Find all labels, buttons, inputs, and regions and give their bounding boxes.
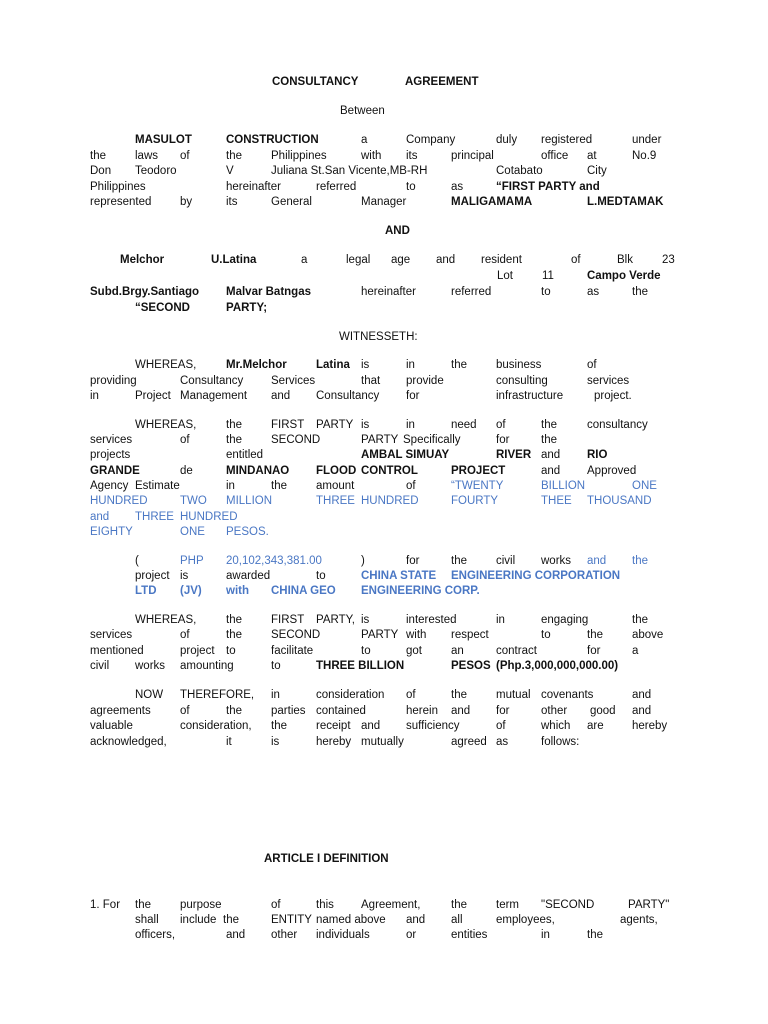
word: that <box>361 375 381 387</box>
word: PARTY" <box>628 899 670 911</box>
word: in <box>226 480 235 492</box>
word: consideration, <box>180 720 252 732</box>
word: works <box>135 660 166 672</box>
word: of <box>496 419 506 431</box>
word: the <box>632 555 648 567</box>
word: follows: <box>541 736 580 748</box>
word: (JV) <box>180 585 202 597</box>
word: and <box>541 449 561 461</box>
word: good <box>590 705 616 717</box>
word: project. <box>594 390 632 402</box>
word: Services <box>271 375 316 387</box>
word: RIVER <box>496 449 532 461</box>
word: entities <box>451 929 488 941</box>
word: mutual <box>496 689 531 701</box>
word: PHP <box>180 555 204 567</box>
word: Don <box>90 165 112 177</box>
word: Project <box>135 390 171 402</box>
word: the <box>226 419 242 431</box>
word: ( <box>135 555 139 567</box>
word: with <box>406 629 427 641</box>
word: to <box>406 181 416 193</box>
word: shall <box>135 914 159 926</box>
word: to <box>271 660 281 672</box>
word: in <box>90 390 99 402</box>
word: the <box>632 614 648 626</box>
word: with <box>361 150 382 162</box>
word: Manager <box>361 196 407 208</box>
word: the <box>632 286 648 298</box>
word: project <box>135 570 170 582</box>
word: ENTITY <box>271 914 312 926</box>
word: and <box>361 720 381 732</box>
word: Estimate <box>135 480 180 492</box>
word: amounting <box>180 660 234 672</box>
word: Blk <box>617 254 633 266</box>
word: of <box>496 720 506 732</box>
word: the <box>451 555 467 567</box>
word: office <box>541 150 569 162</box>
word: RIO <box>587 449 608 461</box>
word: HUNDRED <box>180 511 238 523</box>
word: Mr.Melchor <box>226 359 287 371</box>
word: Melchor <box>120 254 165 266</box>
word: parties <box>271 705 306 717</box>
word: of <box>271 899 281 911</box>
witnesseth-heading: WITNESSETH: <box>339 331 418 343</box>
word: PARTY, <box>316 614 355 626</box>
word: the <box>541 419 557 431</box>
word: age <box>391 254 411 266</box>
word: as <box>587 286 600 298</box>
word: infrastructure <box>496 390 564 402</box>
word: the <box>226 614 242 626</box>
word: provide <box>406 375 444 387</box>
word: THEREFORE, <box>180 689 255 701</box>
word: contained <box>316 705 366 717</box>
word: resident <box>481 254 522 266</box>
word: at <box>587 150 597 162</box>
word: above <box>632 629 664 641</box>
word: FOURTY <box>451 495 499 507</box>
title-word-2: AGREEMENT <box>405 76 479 88</box>
and-heading: AND <box>385 225 410 237</box>
word: CHINA STATE <box>361 570 437 582</box>
word: for <box>496 705 510 717</box>
word: THOUSAND <box>587 495 652 507</box>
word: Approved <box>587 465 637 477</box>
word: No.9 <box>632 150 657 162</box>
word: to <box>541 286 551 298</box>
word: the <box>541 434 557 446</box>
word: hereby <box>316 736 352 748</box>
word: City <box>587 165 607 177</box>
word: for <box>587 645 601 657</box>
word: PROJECT <box>451 465 506 477</box>
word: for <box>406 555 420 567</box>
word: to <box>316 570 326 582</box>
word: the <box>451 689 467 701</box>
word: receipt <box>316 720 351 732</box>
word: Philippines <box>271 150 327 162</box>
word: respect <box>451 629 489 641</box>
word: to <box>541 629 551 641</box>
word: and <box>406 914 426 926</box>
word: ONE <box>180 526 205 538</box>
word: THREE <box>316 495 355 507</box>
word: and <box>451 705 471 717</box>
word: is <box>361 359 370 371</box>
word: HUNDRED <box>90 495 148 507</box>
word: or <box>406 929 417 941</box>
word: for <box>406 390 420 402</box>
word: in <box>541 929 550 941</box>
word: the <box>271 720 287 732</box>
word: Juliana St.San Vicente,MB-RH <box>271 165 428 177</box>
word: Management <box>180 390 248 402</box>
word: by <box>180 196 193 208</box>
word: Philippines <box>90 181 146 193</box>
word: laws <box>135 150 159 162</box>
word: in <box>496 614 505 626</box>
between-label: Between <box>340 105 385 117</box>
word: of <box>180 434 190 446</box>
word: other <box>541 705 568 717</box>
word: acknowledged, <box>90 736 167 748</box>
word: its <box>226 196 238 208</box>
word: the <box>451 899 467 911</box>
word: services <box>90 629 133 641</box>
word: “FIRST PARTY and <box>496 181 600 193</box>
word: is <box>180 570 189 582</box>
word: MASULOT <box>135 134 192 146</box>
word: duly <box>496 134 518 146</box>
word: contract <box>496 645 537 657</box>
word: and <box>587 555 607 567</box>
word: PARTY <box>361 629 399 641</box>
word: and <box>541 465 561 477</box>
word: GRANDE <box>90 465 140 477</box>
word: Consultancy <box>180 375 244 387</box>
word: amount <box>316 480 355 492</box>
word: this <box>316 899 334 911</box>
word: L.MEDTAMAK <box>587 196 664 208</box>
word: Consultancy <box>316 390 380 402</box>
word: under <box>632 134 662 146</box>
word: PARTY <box>316 419 354 431</box>
word: of <box>180 150 190 162</box>
word: is <box>361 614 370 626</box>
word: Teodoro <box>135 165 177 177</box>
word: Specifically <box>403 434 461 446</box>
word: Latina <box>316 359 350 371</box>
word: a <box>361 134 368 146</box>
word: Subd.Brgy.Santiago <box>90 286 200 298</box>
word: the <box>226 629 242 641</box>
title-word-1: CONSULTANCY <box>272 76 359 88</box>
word: in <box>406 419 415 431</box>
word: as <box>451 181 464 193</box>
word: the <box>226 434 242 446</box>
word: HUNDRED <box>361 495 419 507</box>
word: of <box>406 480 416 492</box>
word: NOW <box>135 689 164 701</box>
word: FIRST <box>271 419 305 431</box>
word: the <box>271 480 287 492</box>
word: is <box>361 419 370 431</box>
word: THEE <box>541 495 572 507</box>
word: entitled <box>226 449 264 461</box>
word: PARTY <box>361 434 399 446</box>
word: FIRST <box>271 614 305 626</box>
word: civil <box>496 555 516 567</box>
word: (Php.3,000,000,000.00) <box>496 660 619 672</box>
word: and <box>436 254 456 266</box>
word: PESOS. <box>226 526 269 538</box>
word: SECOND <box>271 434 321 446</box>
word: BILLION <box>541 480 586 492</box>
word: and <box>226 929 246 941</box>
word: an <box>451 645 464 657</box>
word: hereinafter <box>226 181 281 193</box>
word: WHEREAS, <box>135 614 197 626</box>
word: herein <box>406 705 438 717</box>
word: need <box>451 419 477 431</box>
word: projects <box>90 449 131 461</box>
word: principal <box>451 150 494 162</box>
word: Agency <box>90 480 129 492</box>
word: mentioned <box>90 645 144 657</box>
word: Malvar Batngas <box>226 286 312 298</box>
word: agents, <box>620 914 658 926</box>
word: sufficiency <box>406 720 460 732</box>
word: referred <box>451 286 492 298</box>
word: V <box>226 165 234 177</box>
word: other <box>271 929 298 941</box>
word: ENGINEERING CORPORATION <box>451 570 621 582</box>
word: the <box>226 705 242 717</box>
word: hereinafter <box>361 286 416 298</box>
word: SECOND <box>271 629 321 641</box>
word: agreements <box>90 705 151 717</box>
word: ONE <box>632 480 657 492</box>
word: 1. For <box>90 899 121 911</box>
word: got <box>406 645 422 657</box>
word: for <box>496 434 510 446</box>
word: employees, <box>496 914 555 926</box>
word: agreed <box>451 736 487 748</box>
word: of <box>587 359 597 371</box>
word: ENGINEERING CORP. <box>361 585 480 597</box>
word: CONSTRUCTION <box>226 134 319 146</box>
word: is <box>271 736 280 748</box>
word: business <box>496 359 542 371</box>
word: the <box>226 150 242 162</box>
article-heading: ARTICLE I DEFINITION <box>264 853 389 865</box>
word: “TWENTY <box>451 480 504 492</box>
word: 23 <box>662 254 675 266</box>
word: LTD <box>135 585 157 597</box>
word: ) <box>361 555 365 567</box>
word: civil <box>90 660 110 672</box>
word: EIGHTY <box>90 526 133 538</box>
word: Agreement, <box>361 899 421 911</box>
word: the <box>587 929 603 941</box>
word: the <box>451 359 467 371</box>
word: the <box>223 914 239 926</box>
word: Lot <box>497 270 513 282</box>
word: engaging <box>541 614 589 626</box>
word: as <box>496 736 509 748</box>
word: de <box>180 465 193 477</box>
word: include <box>180 914 217 926</box>
word: a <box>632 645 639 657</box>
word: and <box>90 511 110 523</box>
word: consulting <box>496 375 548 387</box>
word: services <box>587 375 630 387</box>
word: General <box>271 196 312 208</box>
word: consideration <box>316 689 385 701</box>
word: to <box>226 645 236 657</box>
word: CONTROL <box>361 465 418 477</box>
word: mutually <box>361 736 404 748</box>
word: facilitate <box>271 645 314 657</box>
word: officers, <box>135 929 176 941</box>
word: and <box>271 390 291 402</box>
word: of <box>180 629 190 641</box>
word: it <box>226 736 232 748</box>
word: are <box>587 720 604 732</box>
word: of <box>180 705 190 717</box>
word: the <box>587 629 603 641</box>
word: 11 <box>542 270 554 282</box>
word: “SECOND <box>135 302 190 314</box>
word: represented <box>90 196 152 208</box>
word: Cotabato <box>496 165 543 177</box>
word: the <box>135 899 151 911</box>
word: awarded <box>226 570 271 582</box>
word: MALIGAMAMA <box>451 196 533 208</box>
word: FLOOD <box>316 465 357 477</box>
word: MINDANAO <box>226 465 290 477</box>
word: AMBAL SIMUAY <box>361 449 450 461</box>
word: purpose <box>180 899 222 911</box>
word: Campo Verde <box>587 270 661 282</box>
word: consultancy <box>587 419 648 431</box>
word: a <box>301 254 308 266</box>
word: and <box>632 689 652 701</box>
word: CHINA GEO <box>271 585 336 597</box>
word: which <box>541 720 571 732</box>
word: in <box>271 689 280 701</box>
word: of <box>571 254 581 266</box>
word: and <box>632 705 652 717</box>
word: individuals <box>316 929 370 941</box>
word: covenants <box>541 689 594 701</box>
word: of <box>406 689 416 701</box>
word: its <box>406 150 418 162</box>
word: all <box>451 914 463 926</box>
word: to <box>361 645 371 657</box>
word: with <box>226 585 249 597</box>
word: Company <box>406 134 456 146</box>
word: TWO <box>180 495 207 507</box>
word: PESOS <box>451 660 491 672</box>
word: THREE <box>135 511 174 523</box>
word: project <box>180 645 215 657</box>
word: interested <box>406 614 457 626</box>
word: THREE BILLION <box>316 660 405 672</box>
word: WHEREAS, <box>135 419 197 431</box>
word: WHEREAS, <box>135 359 197 371</box>
word: referred <box>316 181 357 193</box>
word: providing <box>90 375 137 387</box>
word: 20,102,343,381.00 <box>226 555 322 567</box>
word: legal <box>346 254 371 266</box>
word: registered <box>541 134 593 146</box>
word: valuable <box>90 720 133 732</box>
word: the <box>90 150 106 162</box>
word: "SECOND <box>541 899 595 911</box>
word: MILLION <box>226 495 273 507</box>
word: hereby <box>632 720 668 732</box>
word: U.Latina <box>211 254 257 266</box>
word: named above <box>316 914 386 926</box>
word: term <box>496 899 519 911</box>
word: works <box>541 555 572 567</box>
word: in <box>406 359 415 371</box>
word: PARTY; <box>226 302 268 314</box>
word: services <box>90 434 133 446</box>
